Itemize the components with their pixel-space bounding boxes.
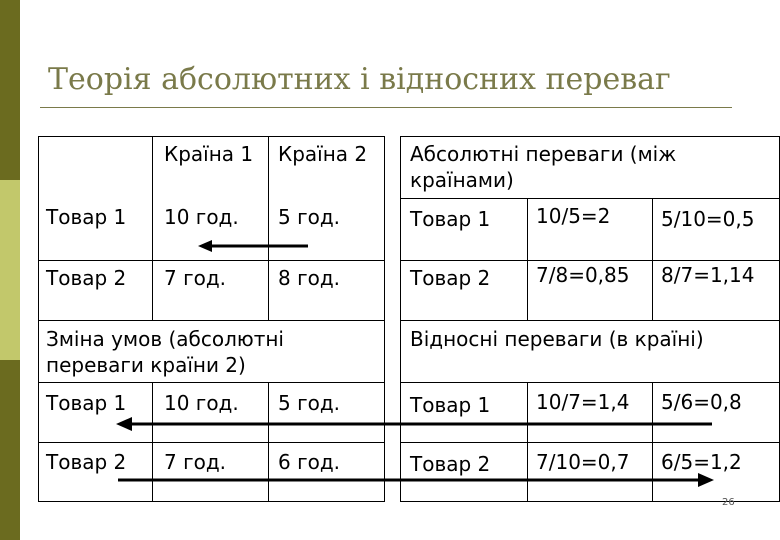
cell-value: 8/7=1,14 bbox=[661, 263, 755, 287]
cell-value: 5/6=0,8 bbox=[661, 390, 742, 414]
row-label: Товар 1 bbox=[410, 207, 491, 231]
absolute-advantage-header: Абсолютні переваги (між країнами) bbox=[410, 142, 677, 192]
cell-value: 10/7=1,4 bbox=[536, 390, 630, 414]
cell-value: 7/8=0,85 bbox=[536, 263, 630, 287]
page-number: 26 bbox=[722, 497, 735, 508]
row-label: Товар 2 bbox=[410, 266, 491, 290]
cell-value: 7 год. bbox=[164, 266, 227, 290]
row-label: Товар 2 bbox=[46, 450, 127, 474]
change-note: Зміна умов (абсолютні переваги країни 2) bbox=[46, 327, 284, 377]
cell-value: 5 год. bbox=[278, 391, 341, 415]
row-label: Товар 1 bbox=[410, 393, 491, 417]
header-country-2: Країна 2 bbox=[278, 142, 368, 166]
cell-value: 6 год. bbox=[278, 450, 341, 474]
cell-value: 7 год. bbox=[164, 450, 227, 474]
slide-title: Теорія абсолютних і відносних переваг bbox=[48, 62, 671, 97]
row-label: Товар 2 bbox=[46, 266, 127, 290]
cell-value: 10/5=2 bbox=[536, 204, 611, 228]
cell-value: 10 год. bbox=[164, 205, 239, 229]
row-label: Товар 2 bbox=[410, 452, 491, 476]
cell-value: 8 год. bbox=[278, 266, 341, 290]
cell-value: 5/10=0,5 bbox=[661, 207, 755, 231]
cell-value: 5 год. bbox=[278, 205, 341, 229]
cell-value: 10 год. bbox=[164, 391, 239, 415]
cell-value: 7/10=0,7 bbox=[536, 450, 630, 474]
header-country-1: Країна 1 bbox=[164, 142, 254, 166]
cell-value: 6/5=1,2 bbox=[661, 450, 742, 474]
row-label: Товар 1 bbox=[46, 205, 127, 229]
relative-advantage-header: Відносні переваги (в країні) bbox=[410, 327, 704, 351]
row-label: Товар 1 bbox=[46, 391, 127, 415]
